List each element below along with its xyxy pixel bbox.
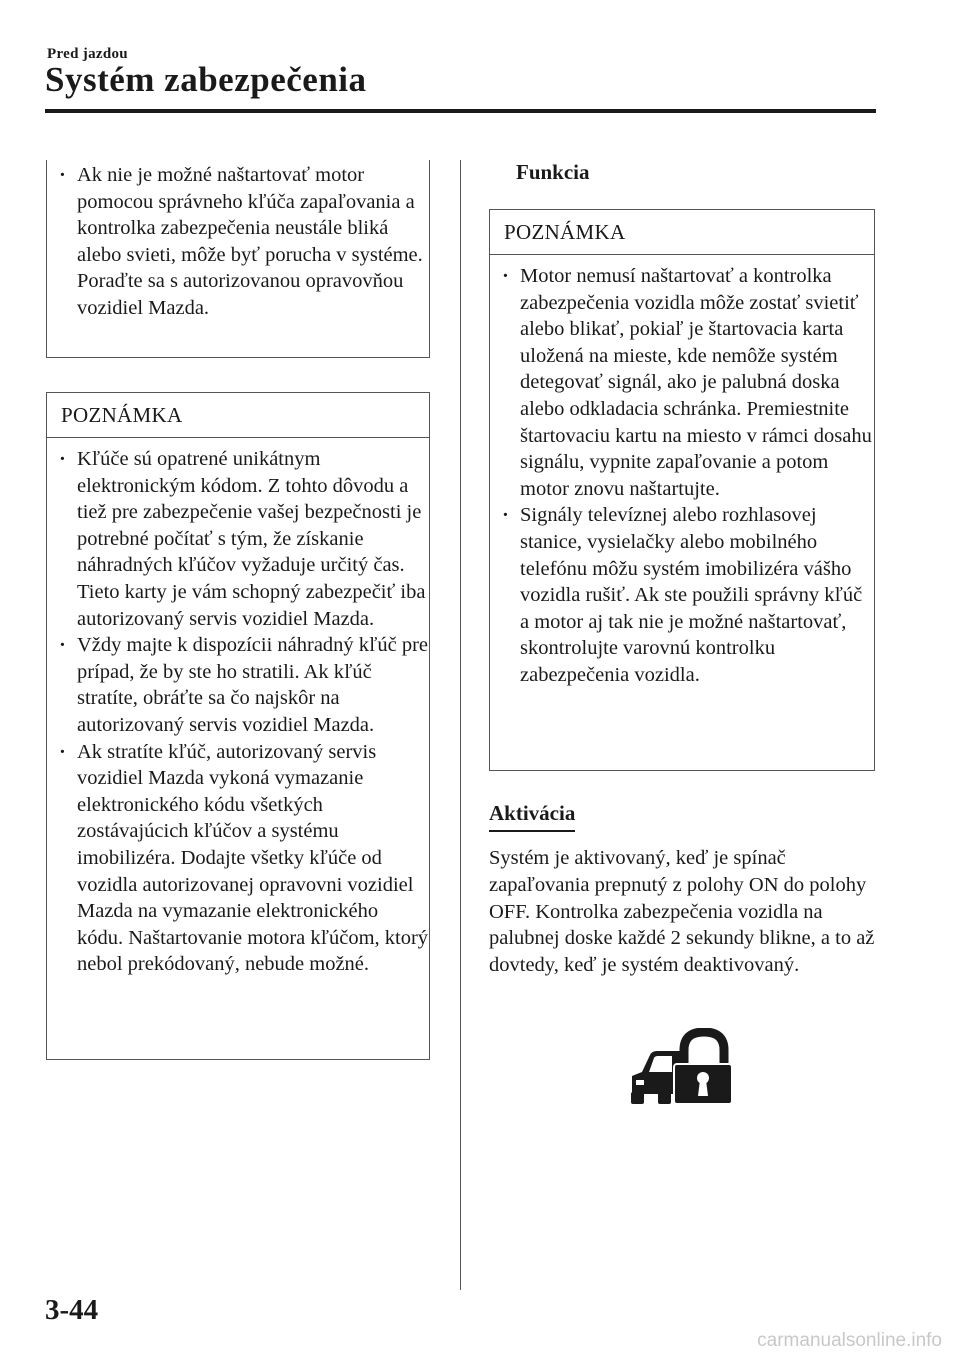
column-divider xyxy=(460,160,461,1290)
list-item: · Ak stratíte kľúč, autorizovaný servis vozidiel Mazda vykoná vymazanie elektronického kódu všetkých zostávajúcich kľúčov a systému imobilizéra. Dodajte všetky kľúče od vozidla autorizovanej opravovni vozidiel Mazda na vymazanie elektronického kódu. Naštartovanie motora kľúčom, ktorý nebol prekódovaný, nebude možné. xyxy=(47,739,429,978)
watermark: carmanualsonline.info xyxy=(757,1330,942,1351)
list-item: · Ak nie je možné naštartovať motor pomocou správneho kľúča zapaľovania a kontrolka zabezpečenia neustále bliká alebo svieti, môže byť porucha v systéme. Poraďte sa s autorizovanou opravovňou vozidiel Mazda. xyxy=(47,162,429,322)
subsection-heading-aktivacia: Aktivácia xyxy=(489,801,575,832)
page-title: Systém zabezpečenia xyxy=(45,60,367,99)
list-item: · Motor nemusí naštartovať a kontrolka zabezpečenia vozidla môže zostať svietiť alebo blikať, pokiaľ je štartovacia karta uložená na mieste, kde nemôže systém detegovať signál, ako je palubná doska alebo odkladacia schránka. Premiestnite štartovaciu kartu na miesto v rámci dosahu signálu, vypnite zapaľovanie a potom motor znovu naštartujte. xyxy=(490,263,874,502)
list-item: · Signály televíznej alebo rozhlasovej stanice, vysielačky alebo mobilného telefónu môžu systém imobilizéra vášho vozidla rušiť. Ak ste použili správny kľúč a motor aj tak nie je možné naštartovať, skontrolujte varovnú kontrolku zabezpečenia vozidla. xyxy=(490,502,874,688)
title-rule xyxy=(45,109,876,113)
note-heading: POZNÁMKA xyxy=(47,393,429,438)
list-item: · Kľúče sú opatrené unikátnym elektronickým kódom. Z tohto dôvodu a tiež pre zabezpečenie vašej bezpečnosti je potrebné počítať s tým, že získanie náhradných kľúčov vyžaduje určitý čas. Tieto karty je vám schopný zabezpečiť iba autorizovaný servis vozidiel Mazda. xyxy=(47,446,429,632)
activation-paragraph: Systém je aktivovaný, keď je spínač zapaľovania prepnutý z polohy ON do polohy OFF. Kontrolka zabezpečenia vozidla na palubnej doske každé 2 sekundy blikne, a to až dovtedy, keď je systém deaktivovaný. xyxy=(489,847,875,977)
security-indicator-icon xyxy=(628,1028,734,1106)
note-list xyxy=(490,263,874,689)
note-heading: POZNÁMKA xyxy=(490,210,874,255)
section-label: Pred jazdou xyxy=(47,46,128,62)
section-heading-funkcia: Funkcia xyxy=(516,160,590,184)
continued-list xyxy=(47,162,429,322)
list-item: · Vždy majte k dispozícii náhradný kľúč pre prípad, že by ste ho stratili. Ak kľúč stratíte, obráťte sa čo najskôr na autorizovaný servis vozidiel Mazda. xyxy=(47,632,429,738)
note-list xyxy=(47,446,429,978)
note-box-funkcia xyxy=(489,209,875,771)
note-box-keys xyxy=(46,392,430,1060)
page-number: 3-44 xyxy=(45,1294,99,1326)
continued-note-box xyxy=(46,160,430,358)
